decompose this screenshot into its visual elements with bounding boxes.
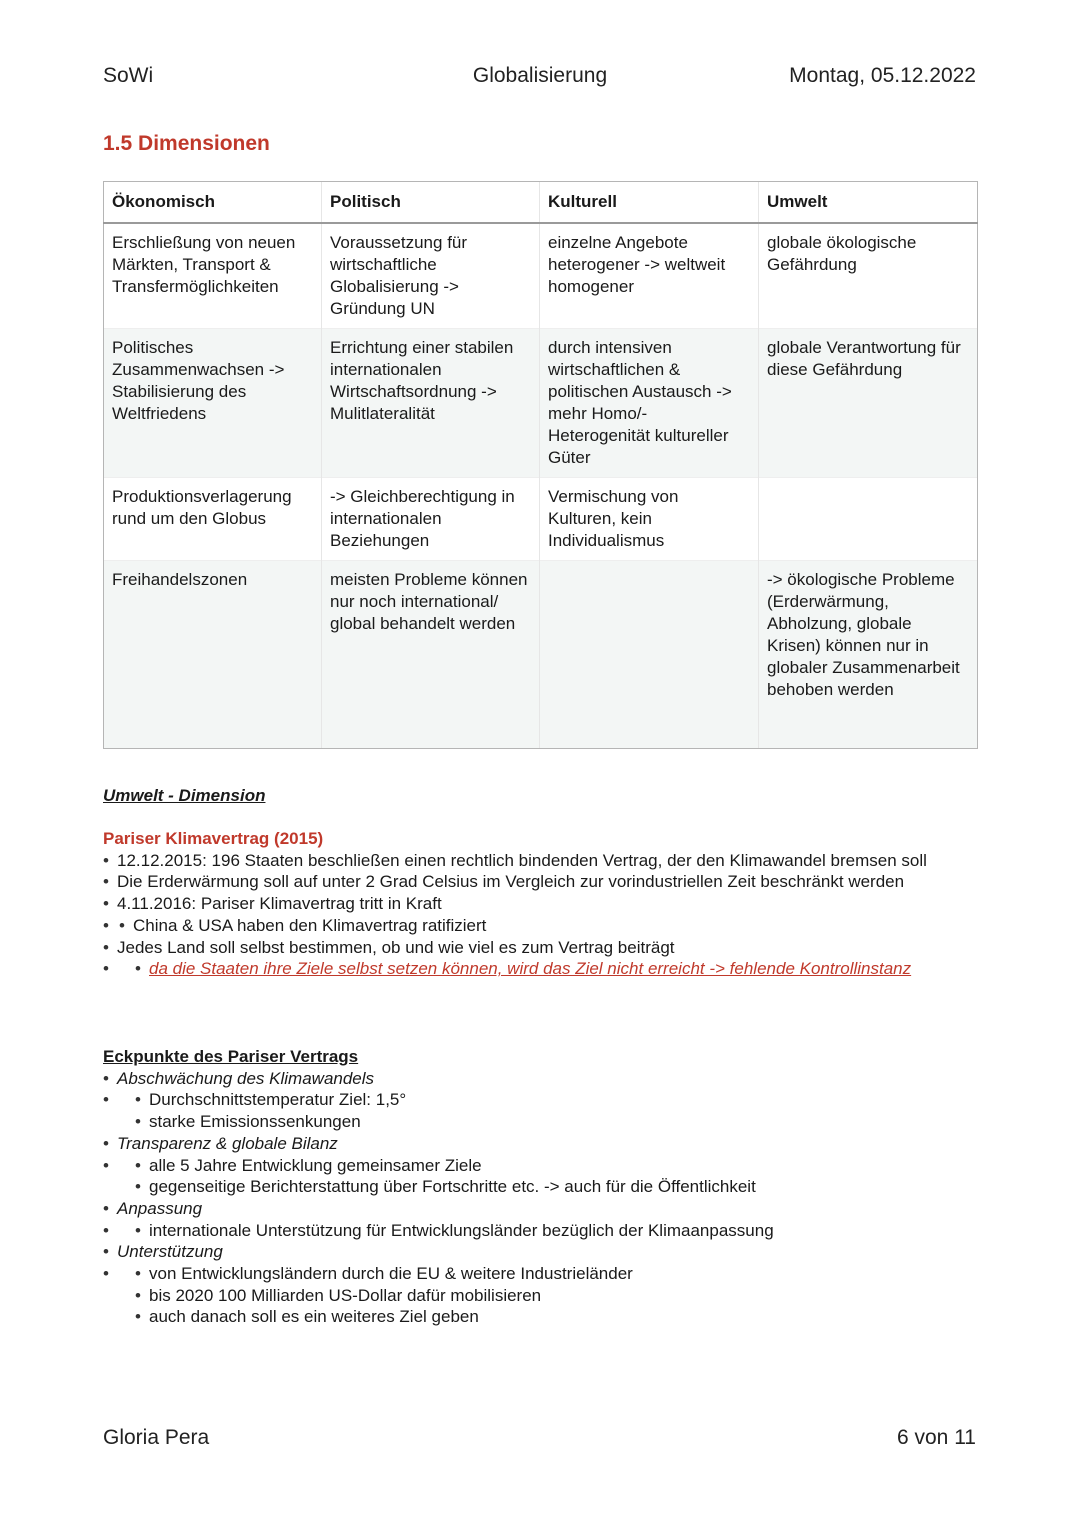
list-item: • gegenseitige Berichterstattung über Fortschritte etc. -> auch für die Öffentlichkeit xyxy=(135,1176,983,1198)
table-row xyxy=(104,561,978,749)
table-cell xyxy=(759,478,978,561)
list-item: • bis 2020 100 Milliarden US-Dollar dafür mobilisieren xyxy=(135,1285,983,1307)
table-cell: globale Verantwortung für diese Gefährdung xyxy=(759,329,978,478)
nested-list xyxy=(135,1220,983,1242)
list-item: • 12.12.2015: 196 Staaten beschließen einen rechtlich bindenden Vertrag, der den Klimawandel bremsen soll xyxy=(103,850,983,872)
list-item-nested xyxy=(103,1155,983,1198)
list-item: • • China & USA haben den Klimavertrag ratifiziert xyxy=(119,915,983,937)
list-item-nested xyxy=(103,1220,983,1242)
table-cell: -> Gleichberechtigung in internationalen Beziehungen xyxy=(322,478,540,561)
list-item: • 4.11.2016: Pariser Klimavertrag tritt in Kraft xyxy=(103,893,983,915)
footer-author: Gloria Pera xyxy=(103,1426,210,1449)
table-cell: -> ökologische Probleme (Erderwärmung, Abholzung, globale Krisen) können nur in globaler Zusammenarbeit behoben werden xyxy=(759,561,978,749)
table-cell: meisten Probleme können nur noch international/ global behandelt werden xyxy=(322,561,540,749)
eckpunkte-section xyxy=(103,1046,983,1328)
nested-list xyxy=(119,915,983,937)
table-cell: Vermischung von Kulturen, kein Individualismus xyxy=(540,478,759,561)
group-label: Anpassung xyxy=(117,1198,203,1218)
table-cell xyxy=(540,561,759,749)
section-title: 1.5 Dimensionen xyxy=(103,132,270,155)
umwelt-dimension-heading: Umwelt - Dimension xyxy=(103,786,266,805)
list-item: • starke Emissionssenkungen xyxy=(135,1111,983,1133)
table-header-row xyxy=(104,182,978,224)
header-topic: Globalisierung xyxy=(472,64,608,87)
table-row xyxy=(104,329,978,478)
table-cell: globale ökologische Gefährdung xyxy=(759,223,978,329)
list-item: • • alle 5 Jahre Entwicklung gemeinsamer Ziele xyxy=(135,1155,983,1177)
header-date: Montag, 05.12.2022 xyxy=(789,64,976,87)
list-item-nested xyxy=(103,1089,983,1132)
table-cell: Errichtung einer stabilen internationalen Wirtschaftsordnung -> Mulitlateralität xyxy=(322,329,540,478)
list-item: • • von Entwicklungsländern durch die EU & weitere Industrieländer xyxy=(135,1263,983,1285)
column-header-politisch: Politisch xyxy=(322,182,540,224)
table-cell: durch intensiven wirtschaftlichen & politischen Austausch -> mehr Homo/- Heterogenität kultureller Güter xyxy=(540,329,759,478)
dimensions-table xyxy=(103,181,978,749)
conclusion-link: da die Staaten ihre Ziele selbst setzen können, wird das Ziel nicht erreicht -> fehlende Kontrollinstanz xyxy=(149,959,912,979)
list-item-nested xyxy=(103,958,983,980)
paris-agreement-section xyxy=(103,828,983,980)
list-item xyxy=(103,1241,983,1263)
group-label: Unterstützung xyxy=(117,1242,223,1262)
table-cell: einzelne Angebote heterogener -> weltweit homogener xyxy=(540,223,759,329)
list-item: • Die Erderwärmung soll auf unter 2 Grad Celsius im Vergleich zur vorindustriellen Zeit beschränkt werden xyxy=(103,871,983,893)
nested-list xyxy=(135,1263,983,1328)
list-item xyxy=(103,1068,983,1090)
list-item: • Jedes Land soll selbst bestimmen, ob und wie viel es zum Vertrag beiträgt xyxy=(103,937,983,959)
table-cell: Voraussetzung für wirtschaftliche Globalisierung -> Gründung UN xyxy=(322,223,540,329)
footer-page-number: 6 von 11 xyxy=(896,1426,976,1449)
list-item xyxy=(103,1198,983,1220)
eckpunkte-title: Eckpunkte des Pariser Vertrags xyxy=(103,1047,359,1066)
table-row xyxy=(104,223,978,329)
nested-list xyxy=(135,1155,983,1198)
column-header-umwelt: Umwelt xyxy=(759,182,978,224)
list-item: • • internationale Unterstützung für Entwicklungsländer bezüglich der Klimaanpassung xyxy=(135,1220,983,1242)
table-cell: Erschließung von neuen Märkten, Transport & Transfermöglichkeiten xyxy=(104,223,322,329)
table-cell: Produktionsverlagerung rund um den Globus xyxy=(104,478,322,561)
table-cell: Politisches Zusammenwachsen -> Stabilisierung des Weltfriedens xyxy=(104,329,322,478)
group-label: Abschwächung des Klimawandels xyxy=(117,1068,375,1088)
eckpunkte-list xyxy=(103,1068,983,1328)
group-label: Transparenz & globale Bilanz xyxy=(117,1133,338,1153)
list-item: • • Durchschnittstemperatur Ziel: 1,5° xyxy=(135,1089,983,1111)
paris-list xyxy=(103,850,983,980)
column-header-kulturell: Kulturell xyxy=(540,182,759,224)
list-item xyxy=(103,1133,983,1155)
nested-list xyxy=(135,1089,983,1132)
list-item-nested xyxy=(103,915,983,937)
table-cell: Freihandelszonen xyxy=(104,561,322,749)
list-item xyxy=(135,958,983,980)
header-subject: SoWi xyxy=(103,64,154,87)
column-header-oekonomisch: Ökonomisch xyxy=(104,182,322,224)
table-row xyxy=(104,478,978,561)
nested-list xyxy=(135,958,983,980)
paris-agreement-title: Pariser Klimavertrag (2015) xyxy=(103,829,324,848)
list-item-nested xyxy=(103,1263,983,1328)
list-item: • auch danach soll es ein weiteres Ziel geben xyxy=(135,1306,983,1328)
